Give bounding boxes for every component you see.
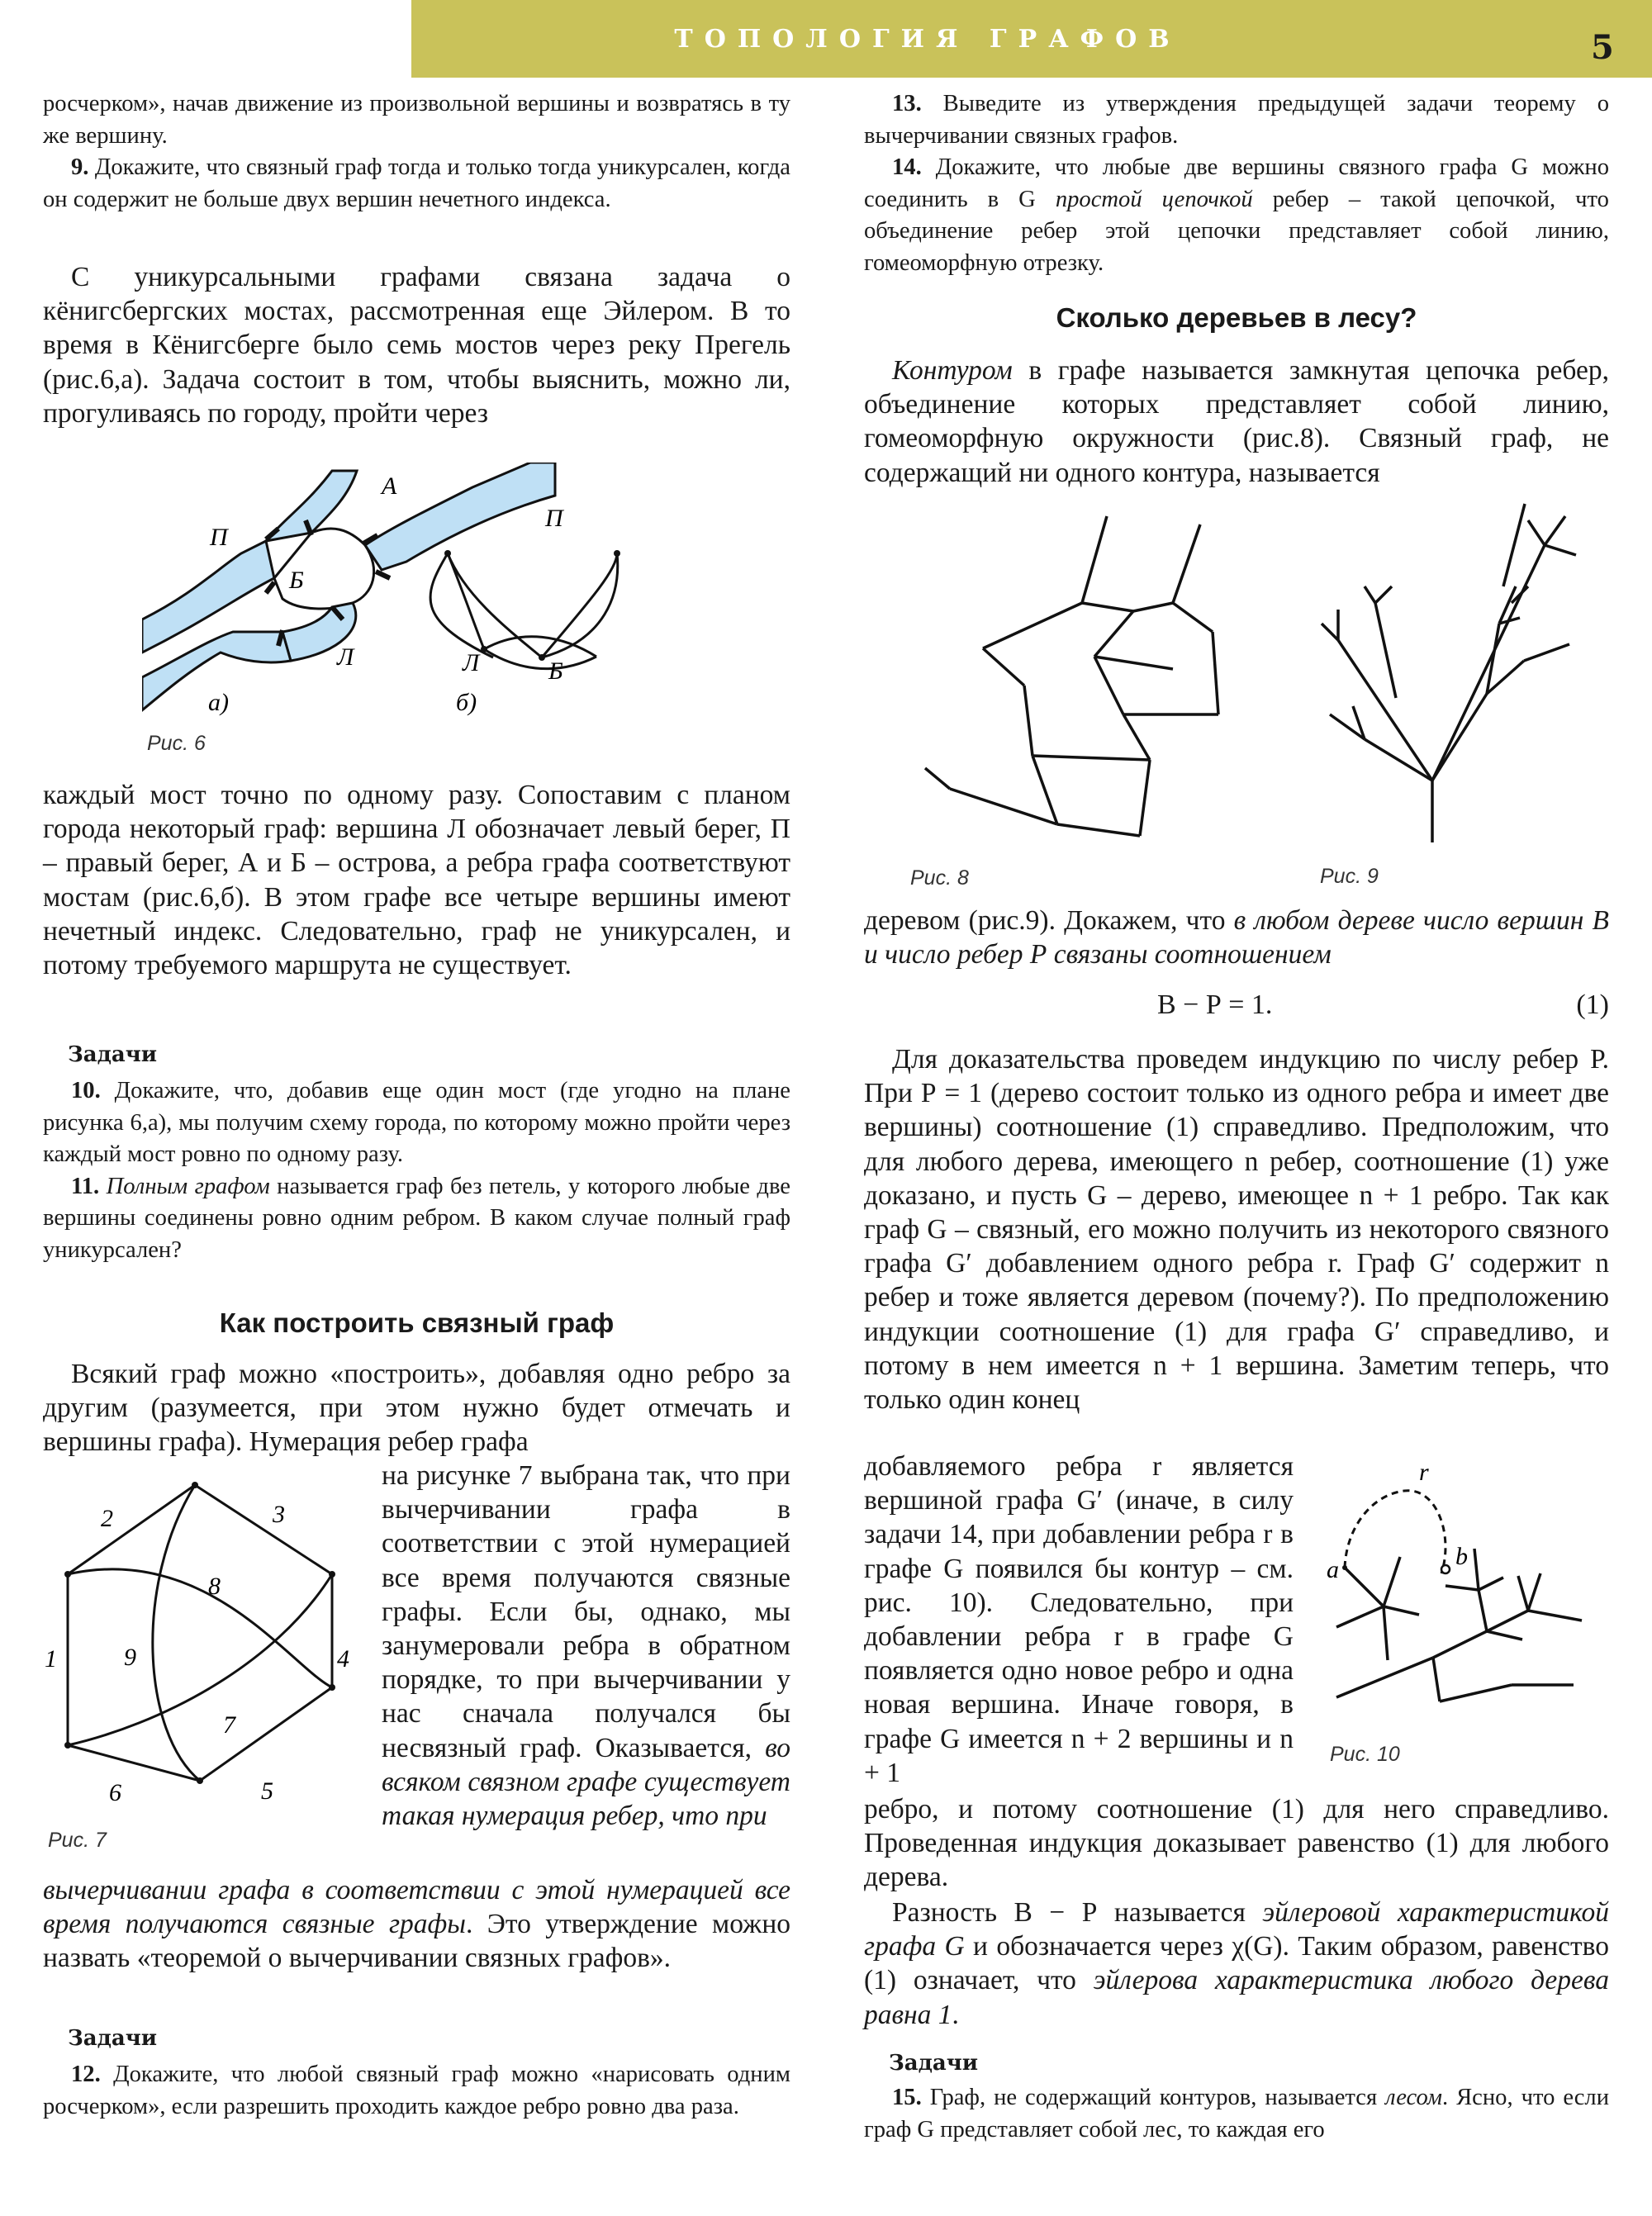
build-paragraph-3: вычерчивании графа в соответствии с этой нумерацией все время получаются связные графы. Это утверждение можно назвать «теоремой о вычерчивании связных графов». — [43, 1875, 790, 1974]
konigsberg-paragraph: С уникурсальными графами связана задача о кёнигсбергских мостах, рассмотренная еще Эйлером. В то время в Кёнигсберге было семь мостов через реку Прегель (рис.6,а). Задача состоит в том, чтобы выяснить, можно ли, прогуливаясь по городу, пройти через — [43, 262, 790, 429]
build-paragraph-2: на рисунке 7 выбрана так, что при вычерчивании графа в соответствии с этой нумерацией все время получаются связные графы. Если бы, однако, мы занумеровали ребра в обратном порядке, то при вычерчивании у нас сначала получался бы несвязный граф. Оказывается, во всяком связном графе существует такая нумерация ребер, что при — [382, 1460, 790, 1832]
proof-paragraph-2: добавляемого ребра r является вершиной графа G′ (иначе, в силу задачи 14, при добавлении ребра r в графе G появился бы контур – см. рис. 10). Следовательно, при добавлении ребра r в графе G появляется одно новое ребро и одна новая вершина. Иначе говоря, в графе G имеется n + 2 вершины и n + 1 — [864, 1451, 1294, 1788]
tasks-block-2 — [43, 2026, 790, 2123]
fig7-edge-1: 1 — [45, 1645, 57, 1673]
problem-15: 15. Граф, не содержащий контуров, называется лесом. Ясно, что если граф G представляет собой лес, то каждая его — [864, 2085, 1609, 2142]
figure-7 — [43, 1460, 373, 1815]
problem-12: 12. Докажите, что любой связный граф можно «нарисовать одним росчерком», если разрешить проходить каждое ребро ровно два раза. — [43, 2062, 790, 2119]
fig7-edge-4: 4 — [337, 1645, 349, 1673]
fig10-label-r: r — [1419, 1462, 1429, 1486]
fig7-edge-9: 9 — [124, 1644, 136, 1671]
figure-9-caption: Рис. 9 — [1320, 865, 1379, 888]
river-map — [142, 463, 555, 710]
problem-13: 13. Выведите из утверждения предыдущей задачи теорему о вычерчивании связных графов. — [864, 91, 1610, 149]
problem-9: 9. Докажите, что связный граф тогда и только тогда уникурсален, когда он содержит не больше двух вершин нечетного индекса. — [43, 154, 790, 212]
fig10-label-b: b — [1455, 1543, 1468, 1570]
fig7-edge-6: 6 — [109, 1779, 121, 1806]
fig7-edge-8: 8 — [208, 1573, 221, 1600]
problem-10: 10. Докажите, что, добавив еще один мост (где угодно на плане рисунка 6,а), мы получим схему города, по которому можно пройти через каждый мост ровно по одному разу. — [43, 1078, 790, 1167]
fig6b-label-P: П — [545, 505, 563, 532]
figure-9 — [1313, 496, 1611, 851]
tasks-heading: Задачи — [68, 1042, 158, 1067]
proof-paragraph-1: Для доказательства проведем индукцию по числу ребер Р. При Р = 1 (дерево состоит только из одного ребра и имеет две вершины) соотношение (1) справедливо. Предположим, что для любого дерева, имеющего n ребер, соотношение (1) уже доказано, и пусть G – дерево, имеющее n + 1 ребро. Так как граф G – связный, его можно получить из некоторого связного графа G′ добавлением одного ребра r. Граф G′ содержит n ребер и тоже является деревом (почему?). По предположению индукции соотношение (1) для графа G′ справедливо, и потому в нем имеется n + 1 вершина. Заметим теперь, что только один конец — [864, 1044, 1609, 1416]
formula-number: (1) — [1576, 989, 1609, 1020]
figure-8-caption: Рис. 8 — [910, 866, 969, 890]
tree-paragraph: деревом (рис.9). Докажем, что в любом дереве число вершин В и число ребер Р связаны соотношением — [864, 905, 1609, 970]
right-top-block — [864, 88, 1609, 279]
contour-paragraph: Контуром в графе называется замкнутая цепочка ребер, объединение которых представляет собой линию, гомеоморфную окружности (рис.8). Связный граф, не содержащий ни одного контура, называется — [864, 355, 1609, 488]
tasks-block-1 — [43, 1042, 790, 1266]
fig7-edge-2: 2 — [101, 1505, 113, 1532]
fig6-label-L: Л — [337, 643, 354, 671]
figure-10-caption: Рис. 10 — [1330, 1743, 1400, 1766]
figure-6-caption: Рис. 6 — [147, 732, 206, 755]
formula: В − Р = 1. — [1157, 989, 1273, 1020]
section-title-trees: Сколько деревьев в лесу? — [1056, 302, 1417, 333]
fig6-label-b: б) — [456, 689, 477, 716]
tasks-heading: Задачи — [889, 2051, 979, 2076]
fig6-label-a: а) — [208, 689, 229, 716]
bridge-paragraph: каждый мост точно по одному разу. Сопоставим с планом города некоторый граф: вершина Л обозначает левый берег, П – правый берег, А и Б – острова, а ребра графа соответствуют мостам (рис.6,б). В этом графе все четыре вершины имеют нечетный индекс. Следовательно, граф не уникурсален, и потому требуемого маршрута не существует. — [43, 780, 790, 981]
figure-8 — [917, 504, 1231, 859]
tasks-block-3 — [864, 2051, 1609, 2146]
fig7-edge-7: 7 — [223, 1711, 235, 1739]
fig6-label-A: А — [382, 472, 397, 500]
section-title-build: Как построить связный граф — [219, 1307, 615, 1338]
fig6-label-P: П — [210, 524, 228, 551]
problem-11: 11. Полным графом называется граф без петель, у которого любые две вершины соединены ровно одним ребром. В каком случае полный граф уникурсален? — [43, 1173, 790, 1263]
fig7-edge-5: 5 — [261, 1777, 273, 1805]
euler-paragraph: Разность В − Р называется эйлеровой характеристикой графа G и обозначается через χ(G). Таким образом, равенство (1) означает, что эйлерова характеристика любого дерева равна 1. — [864, 1897, 1609, 2030]
figure-10 — [1313, 1462, 1615, 1743]
continued-paragraph: росчерком», начав движение из произвольной вершины и возвратясь в ту же вершину. — [43, 91, 790, 149]
left-top-block — [43, 88, 790, 216]
build-paragraph-1: Всякий граф можно «построить», добавляя одно ребро за другим (разумеется, при этом нужно будет отмечать и вершины графа). Нумерация ребер графа — [43, 1359, 790, 1458]
fig6b-label-B: Б — [548, 657, 563, 685]
page-number: 5 — [1591, 28, 1614, 67]
figure-7-caption: Рис. 7 — [48, 1829, 107, 1852]
fig7-edge-3: 3 — [273, 1501, 285, 1528]
fig6-label-B: Б — [289, 567, 304, 594]
running-title: ТОПОЛОГИЯ ГРАФОВ — [674, 25, 1181, 54]
problem-14: 14. Докажите, что любые две вершины связного графа G можно соединить в G простой цепочкой ребер – такой цепочкой, что объединение ребер этой цепочки представляет собой линию, гомеоморфную отрезку. — [864, 154, 1609, 276]
fig6b-label-L: Л — [463, 649, 480, 676]
konigsberg-graph — [430, 553, 618, 669]
header-band — [411, 0, 1652, 78]
proof-paragraph-3: ребро, и потому соотношение (1) для него справедливо. Проведенная индукция доказывает равенство (1) для любого дерева. — [864, 1794, 1609, 1893]
tasks-heading: Задачи — [68, 2026, 158, 2051]
fig10-label-a: a — [1327, 1556, 1339, 1583]
figure-6 — [142, 463, 638, 735]
